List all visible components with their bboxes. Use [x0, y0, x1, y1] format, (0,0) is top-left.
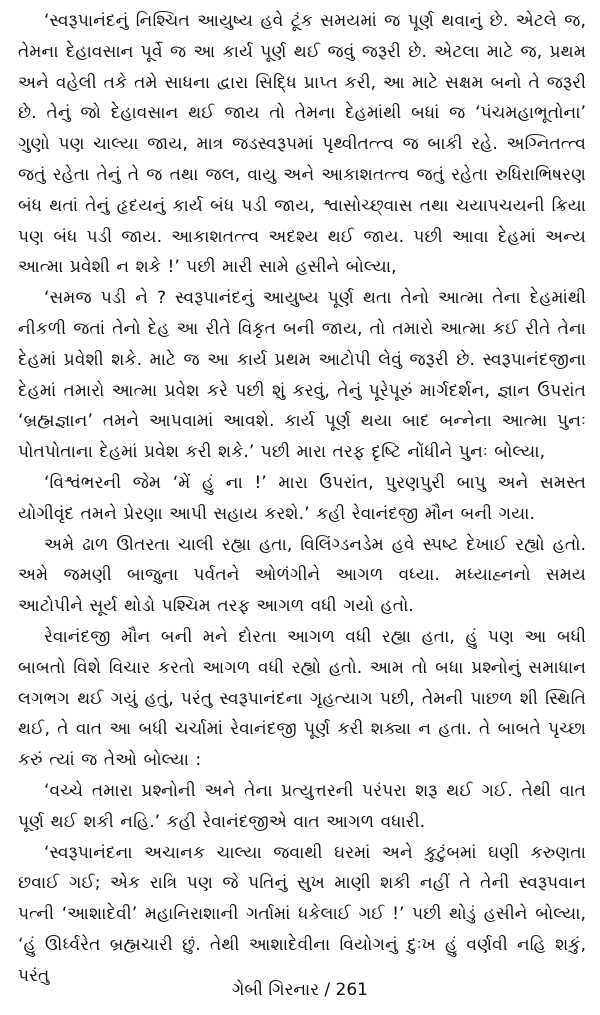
paragraph-2: ‘સમજ પડી ને ? સ્વરૂપાનંદનું આયુષ્ય પૂર્ણ થતા તેનો આત્મા તેના દેહમાંથી નીકળી જતાં તેનો દેહ આ રીતે વિકૃત બની જાય, તો તમારો આત્મા કઈ રીતે તેના દેહમાં પ્રવેશી શકે. માટે જ આ કાર્ય પ્રથમ આટોપી લેવું જરૂરી છે. સ્વરૂપાનંદજીના દેહમાં તમારો આત્મા પ્રવેશ કરે પછી શું કરવું, તેનું પૂરેપૂરું માર્ગદર્શન, જ્ઞાન ઉપરાંત ‘બ્રહ્મજ્ઞાન’ તમને આપવામાં આવશે. કાર્ય પૂર્ણ થયા બાદ બન્નેના આત્મા પુનઃ પોતપોતાના દેહમાં પ્રવેશ કરી શકે.’ પછી મારા તરફ દૃષ્ટિ નોંધીને પુનઃ બોલ્યા, — [18, 288, 586, 463]
paragraph-7: ‘સ્વરૂપાનંદના અચાનક ચાલ્યા જવાથી ઘરમાં અને કુટુંબમાં ઘણી કરુણતા છવાઈ ગઈ; એક રાત્રિ પણ જે પતિનું સુખ માણી શકી નહીં તે તેની સ્વરૂપવાન પત્ની ‘આશાદેવી’ મહાનિરાશાની ગર્તામાં ધકેલાઈ ગઈ !’ પછી થોડું હસીને બોલ્યા, ‘હું ઊર્ધ્વરેત બ્રહ્મચારી છું. તેથી આશાદેવીના વિયોગનું દુઃખ હું વર્ણવી નહિ શકું, પરંતુ — [18, 842, 586, 986]
page-number-label: ગેબી ગિરનાર / 261 — [232, 980, 368, 1000]
paragraph-5: રેવાનંદજી મૌન બની મને દોરતા આગળ વધી રહ્યા હતા, હું પણ આ બધી બાબતો વિશે વિચાર કરતો આગળ વધી રહ્યો હતો. આમ તો બધા પ્રશ્નોનું સમાધાન લગભગ થઈ ગયું હતું, પરંતુ સ્વરૂપાનંદના ગૃહત્યાગ પછી, તેમની પાછળ શી સ્થિતિ થઈ, તે વાત આ બધી ચર્ચામાં રેવાનંદજી પૂર્ણ કરી શક્યા ન હતા. તે બાબતે પૃચ્છા કરું ત્યાં જ તેઓ બોલ્યા : — [18, 626, 586, 771]
paragraph-4: અમે ઢાળ ઊતરતા ચાલી રહ્યા હતા, વિલિંગ્ડનડેમ હવે સ્પષ્ટ દેખાઈ રહ્યો હતો. અમે જમણી બાજુના પર્વતને ઓળંગીને આગળ વધ્યા. મધ્યાહ્નનો સમય આટોપીને સૂર્ય થોડો પશ્ચિમ તરફ આગળ વધી ગયો હતો. — [18, 534, 586, 617]
book-page-text — [18, 6, 586, 986]
paragraph-1: ‘સ્વરૂપાનંદનું નિશ્ચિત આયુષ્ય હવે ટૂંક સમયમાં જ પૂર્ણ થવાનું છે. એટલે જ, તેમના દેહાવસાન પૂર્વે જ આ કાર્ય પૂર્ણ થઈ જવું જરૂરી છે. એટલા માટે જ, પ્રથમ અને વહેલી તકે તમે સાધના દ્વારા સિદ્ધિ પ્રાપ્ત કરી, આ માટે સક્ષમ બનો તે જરૂરી છે. તેનું જો દેહાવસાન થઈ જાય તો તેમના દેહમાંથી બધાં જ ‘પંચમહાભૂતોના’ ગુણો પણ ચાલ્યા જાય, માત્ર જડસ્વરૂપમાં પૃથ્વીતત્ત્વ જ બાકી રહે. અગ્નિતત્ત્વ જતું રહેતા તેનું તે જ તથા જલ, વાયુ અને આકાશતત્ત્વ જતું રહેતા રુધિરાભિષરણ બંધ થતાં તેનું હૃદયનું કાર્ય બંધ પડી જાય, શ્વાસોચ્છ્‌વાસ તથા ચયાપચયની ક્રિયા પણ બંધ પડી જાય. આકાશતત્ત્વ અદશ્ય થઈ જાય. પછી આવા દેહમાં અન્ય આત્મા પ્રવેશી ન શકે !’ પછી મારી સામે હસીને બોલ્યા, — [18, 11, 586, 278]
paragraph-3: ‘વિશ્વંભરની જેમ ‘મેં હું ના !’ મારા ઉપરાંત, પુરણપુરી બાપુ અને સમસ્ત યોગીવૃંદ તમને પ્રેરણા આપી સહાય કરશે.’ કહી રેવાનંદજી મૌન બની ગયા. — [18, 472, 586, 524]
paragraph-6: ‘વચ્ચે તમારા પ્રશ્નોની અને તેના પ્રત્યુત્તરની પરંપરા શરૂ થઈ ગઈ. તેથી વાત પૂર્ણ થઈ શકી નહિ.’ કહી રેવાનંદજીએ વાત આગળ વધારી. — [18, 780, 586, 832]
page-footer — [0, 978, 600, 1002]
